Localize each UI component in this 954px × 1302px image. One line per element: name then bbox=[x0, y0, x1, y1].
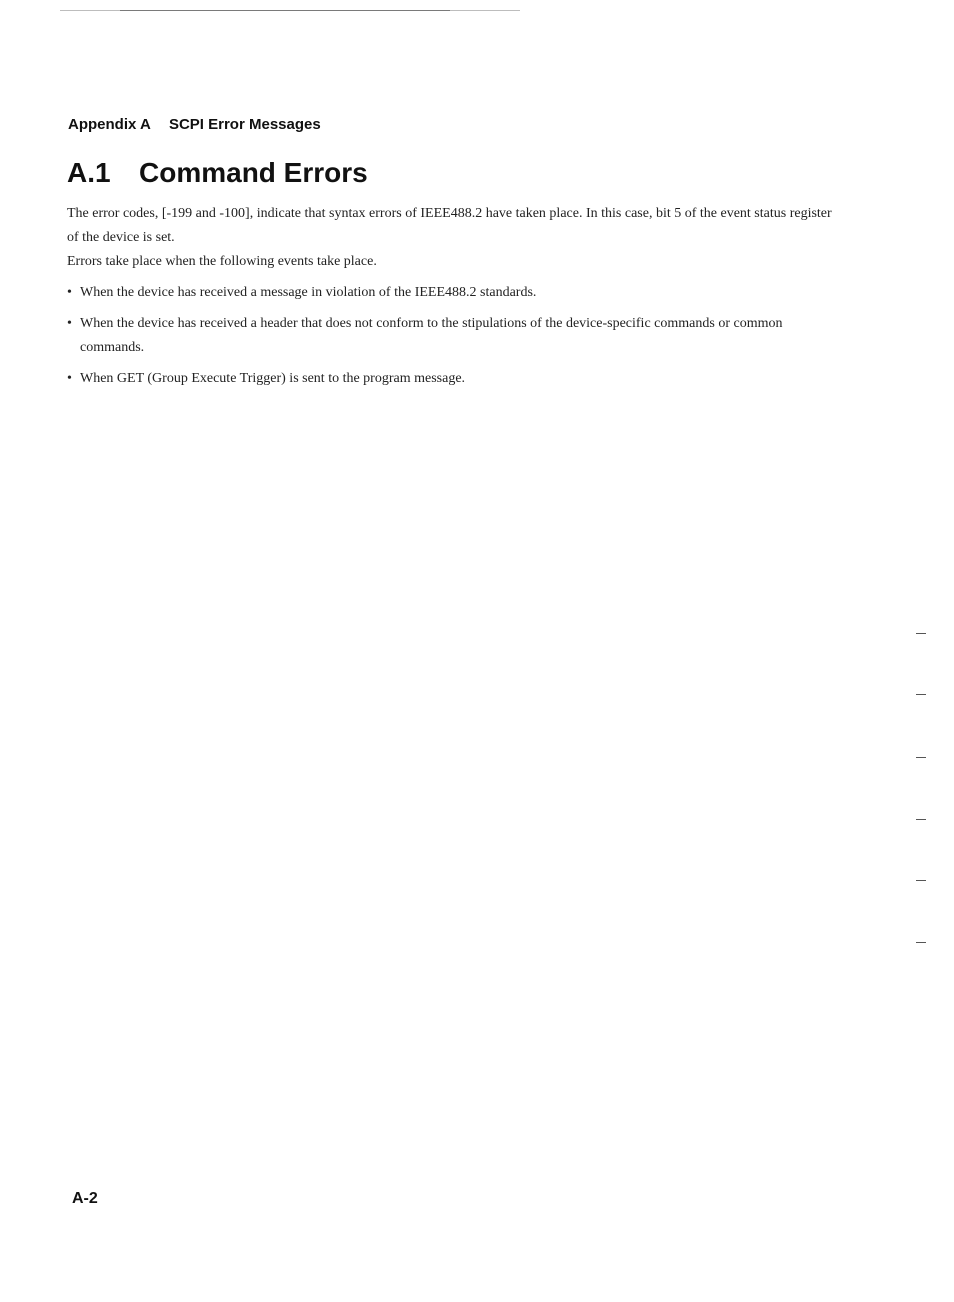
bullet-icon: • bbox=[67, 371, 72, 386]
section-number: A.1 bbox=[67, 157, 111, 188]
margin-tab-mark bbox=[916, 757, 926, 758]
running-header-title: SCPI Error Messages bbox=[168, 116, 321, 133]
section-title bbox=[67, 157, 368, 189]
intro-text bbox=[67, 202, 837, 274]
running-header bbox=[68, 116, 321, 133]
intro-paragraph-1: The error codes, [-199 and -100], indicate that syntax errors of IEEE488.2 have taken place. In this case, bit 5 of the event status register of the device is set. bbox=[67, 206, 832, 245]
page-number: A-2 bbox=[72, 1190, 98, 1207]
margin-tab-mark bbox=[916, 633, 926, 634]
bullet-icon: • bbox=[67, 285, 72, 300]
intro-paragraph-2: Errors take place when the following events take place. bbox=[67, 254, 377, 269]
top-scan-rule-dark bbox=[120, 10, 450, 11]
running-header-chapter: Appendix A bbox=[68, 116, 151, 133]
list-item bbox=[67, 312, 837, 360]
list-item bbox=[67, 367, 837, 391]
bullet-icon: • bbox=[67, 316, 72, 331]
margin-tab-mark bbox=[916, 819, 926, 820]
list-item bbox=[67, 281, 837, 305]
list-item-text: When the device has received a message in violation of the IEEE488.2 standards. bbox=[80, 285, 537, 300]
margin-tab-mark bbox=[916, 880, 926, 881]
list-item-text: When GET (Group Execute Trigger) is sent to the program message. bbox=[80, 371, 466, 386]
margin-tab-mark bbox=[916, 694, 926, 695]
section-heading-text: Command Errors bbox=[139, 157, 368, 188]
margin-tab-mark bbox=[916, 942, 926, 943]
error-conditions-list bbox=[67, 281, 837, 398]
list-item-text: When the device has received a header that does not conform to the stipulations of the device-specific commands or common commands. bbox=[80, 316, 783, 355]
